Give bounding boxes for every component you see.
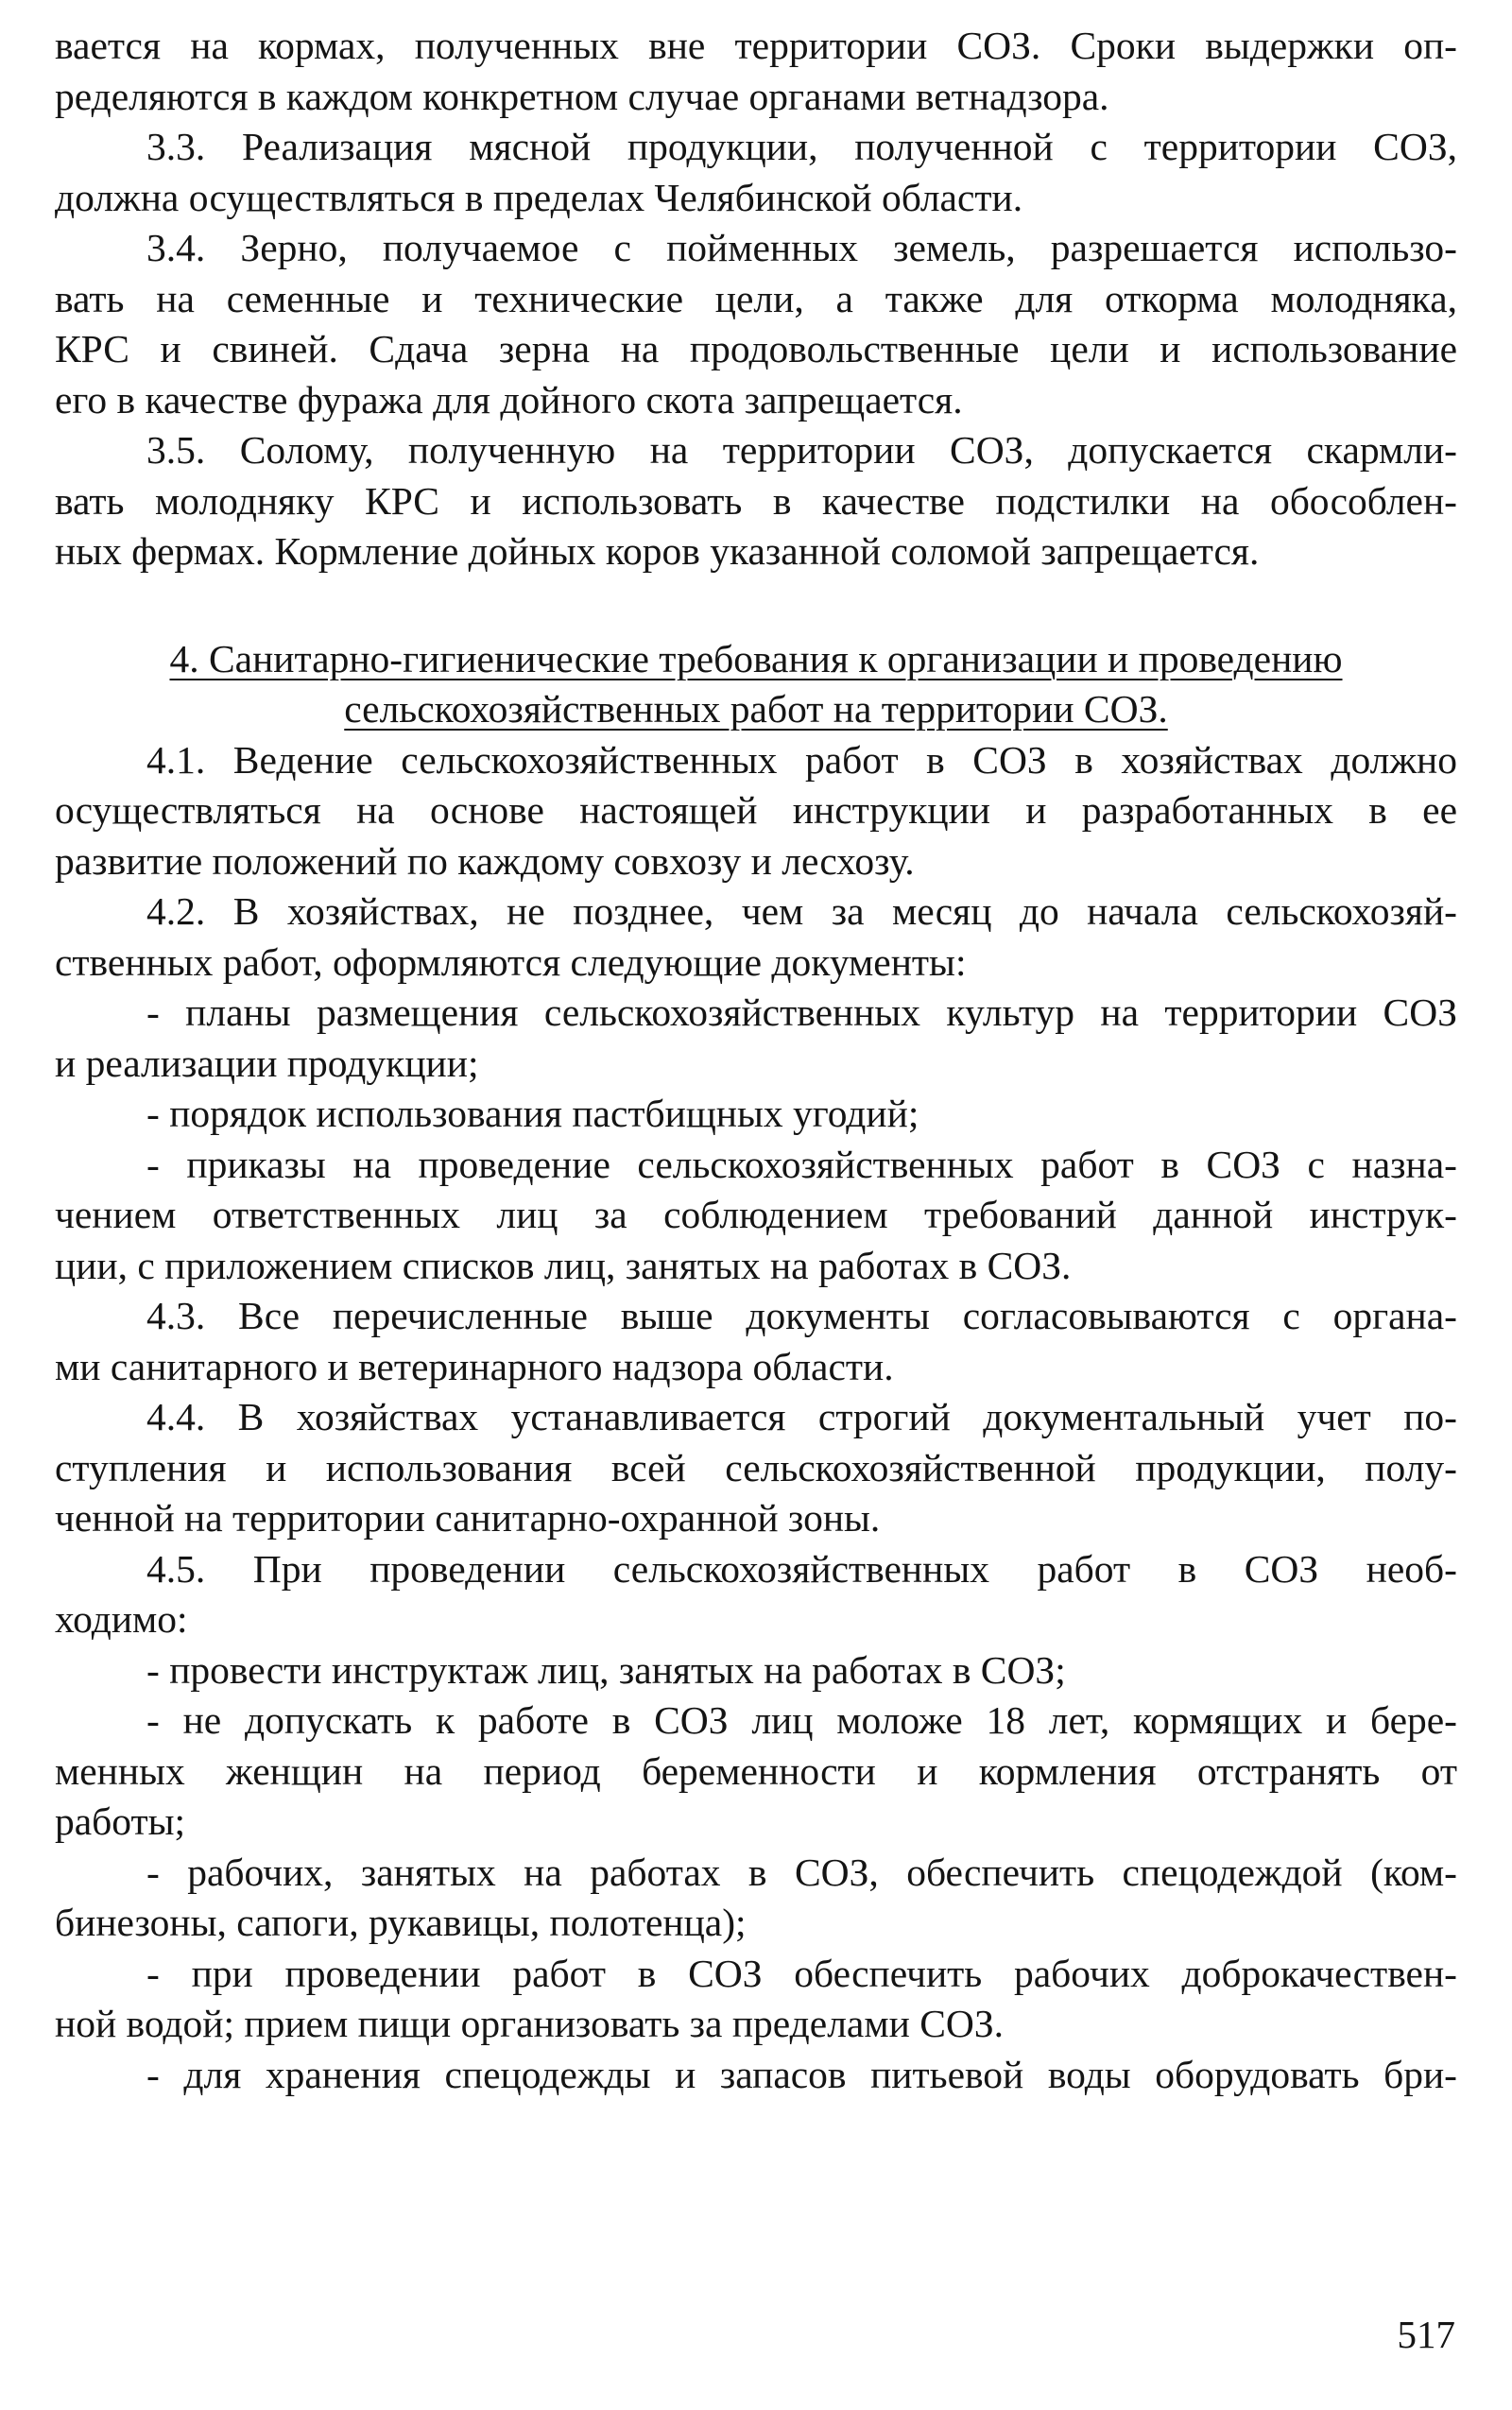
heading-line	[55, 634, 1457, 685]
paragraph-4-1	[55, 735, 1457, 887]
text-line: работы;	[55, 1799, 186, 1843]
text-line: ми санитарного и ветеринарного надзора области.	[55, 1344, 894, 1388]
text-line: 4.5. При проведении сельскохозяйственных работ в СОЗ необ-	[146, 1546, 1457, 1591]
section-4-heading	[55, 634, 1457, 735]
text-line: вать молодняку КРС и использовать в качестве подстилки на обособлен-	[55, 478, 1457, 523]
text-line: ной водой; прием пищи организовать за пределами СОЗ.	[55, 2002, 1005, 2045]
list-item-no-minors	[55, 1696, 1457, 1848]
text-line: 3.5. Солому, полученную на территории СОЗ, допускается скармли-	[146, 428, 1457, 472]
heading-line	[55, 684, 1457, 735]
text-line: КРС и свиней. Сдача зерна на продовольственные цели и использование	[55, 327, 1457, 370]
text-line: должна осуществляться в пределах Челябинской области.	[55, 175, 1023, 219]
list-item-plans	[55, 988, 1457, 1089]
paragraph-3-4	[55, 223, 1457, 425]
text-line: вать на семенные и технические цели, а также для откорма молодняка,	[55, 276, 1457, 320]
text-line: ции, с приложением списков лиц, занятых на работах в СОЗ.	[55, 1243, 1072, 1287]
text-line: 3.3. Реализация мясной продукции, полученной с территории СОЗ,	[146, 125, 1457, 168]
paragraph-4-3	[55, 1291, 1457, 1392]
list-item-water	[55, 1949, 1457, 2050]
text-line: вается на кормах, полученных вне территории СОЗ. Сроки выдержки оп-	[55, 24, 1457, 67]
paragraph-3-2-continuation	[55, 21, 1457, 122]
text-line: ределяются в каждом конкретном случае органами ветнадзора.	[55, 74, 1109, 118]
text-line: ходимо:	[55, 1597, 188, 1641]
text-line: 4.2. В хозяйствах, не позднее, чем за месяц до начала сельскохозяй-	[146, 889, 1457, 933]
text-line: - приказы на проведение сельскохозяйственных работ в СОЗ с назна-	[146, 1142, 1457, 1186]
text-line: - провести инструктаж лиц, занятых на работах в СОЗ;	[146, 1647, 1066, 1692]
text-line: менных женщин на период беременности и кормления отстранять от	[55, 1748, 1457, 1793]
paragraph-3-5	[55, 425, 1457, 577]
list-item-storage	[55, 2050, 1457, 2101]
document-page	[55, 21, 1457, 2100]
text-line: ступления и использования всей сельскохозяйственной продукции, полу-	[55, 1445, 1457, 1489]
paragraph-3-3	[55, 122, 1457, 223]
text-line: - для хранения спецодежды и запасов питьевой воды оборудовать бри-	[146, 2052, 1457, 2096]
heading-text: 4. Санитарно-гигиенические требования к организации и проведению	[169, 636, 1343, 680]
section-gap	[55, 577, 1457, 634]
text-line: и реализации продукции;	[55, 1041, 479, 1085]
text-line: 4.1. Ведение сельскохозяйственных работ в СОЗ в хозяйствах должно	[146, 737, 1457, 782]
text-line: развитие положений по каждому совхозу и лесхозу.	[55, 838, 915, 883]
text-line: 4.4. В хозяйствах устанавливается строгий документальный учет по-	[146, 1395, 1457, 1438]
list-item-workwear	[55, 1848, 1457, 1949]
text-line: ченной на территории санитарно-охранной зоны.	[55, 1496, 881, 1540]
text-line: осуществляться на основе настоящей инструкции и разработанных в ее	[55, 788, 1457, 832]
text-line: - планы размещения сельскохозяйственных культур на территории СОЗ	[146, 990, 1457, 1034]
text-line: - порядок использования пастбищных угодий;	[146, 1092, 919, 1135]
text-line: ных фермах. Кормление дойных коров указанной соломой запрещается.	[55, 529, 1260, 573]
page-number: 517	[1397, 2313, 1455, 2356]
text-line: ственных работ, оформляются следующие документы:	[55, 939, 967, 984]
text-line: - не допускать к работе в СОЗ лиц моложе 18 лет, кормящих и бере-	[146, 1698, 1457, 1742]
list-item-orders	[55, 1140, 1457, 1292]
heading-text: сельскохозяйственных работ на территории СОЗ.	[344, 687, 1168, 731]
paragraph-4-5	[55, 1544, 1457, 1645]
list-item-briefing	[55, 1645, 1457, 1696]
text-line: его в качестве фуража для дойного скота запрещается.	[55, 377, 963, 422]
text-line: бинезоны, сапоги, рукавицы, полотенца);	[55, 1901, 747, 1944]
text-line: чением ответственных лиц за соблюдением требований данной инструк-	[55, 1193, 1457, 1236]
text-line: 3.4. Зерно, получаемое с пойменных земель, разрешается использо-	[146, 226, 1457, 269]
text-line: - рабочих, занятых на работах в СОЗ, обеспечить спецодеждой (ком-	[146, 1850, 1457, 1894]
list-item-pasture	[55, 1089, 1457, 1140]
text-line: - при проведении работ в СОЗ обеспечить рабочих доброкачествен-	[146, 1951, 1457, 1995]
paragraph-4-2	[55, 887, 1457, 988]
text-line: 4.3. Все перечисленные выше документы согласовываются с органа-	[146, 1294, 1457, 1337]
paragraph-4-4	[55, 1392, 1457, 1544]
